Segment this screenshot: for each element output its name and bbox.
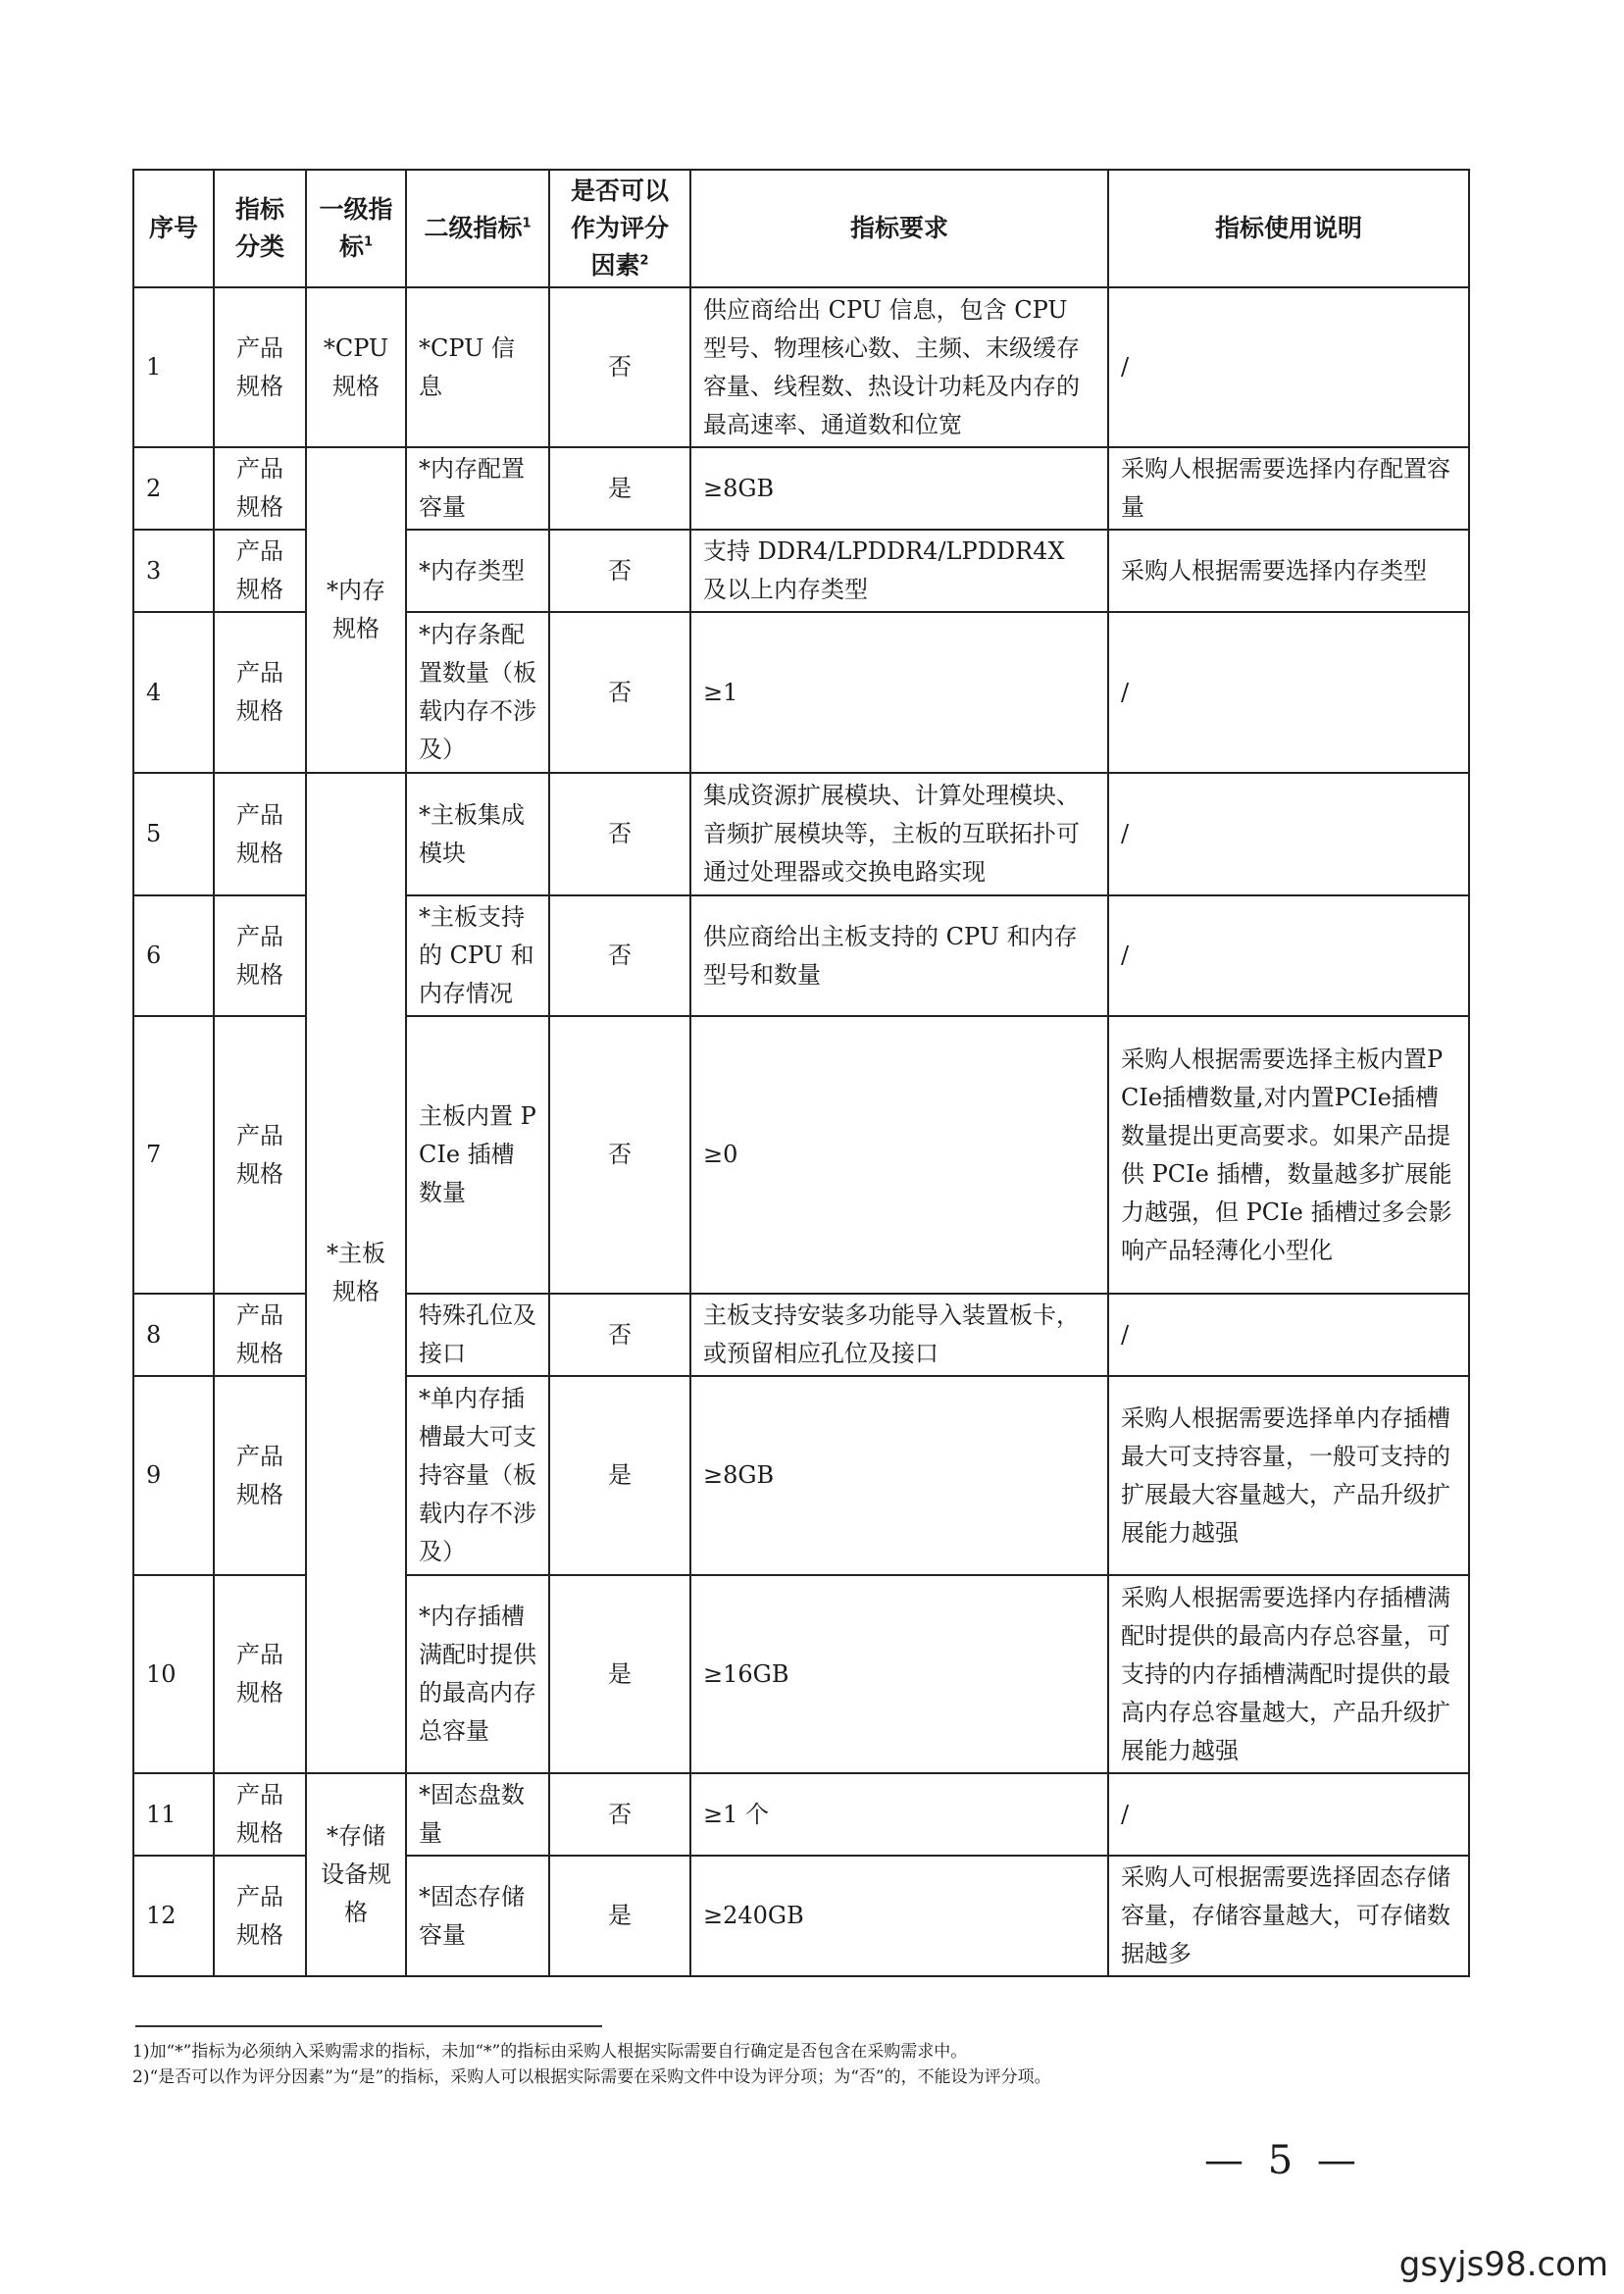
table-header-row	[133, 170, 1469, 287]
header-scoring: 是否可以作为评分因素$^2$	[549, 170, 690, 287]
row-scoring: 是	[549, 447, 690, 530]
row-usage-note: 采购人根据需要选择单内存插槽最大可支持容量，一般可支持的扩展最大容量越大，产品升级扩展能力越强	[1108, 1376, 1469, 1575]
footnote-1: 1)加“*”指标为必须纳入采购需求的指标，未加“*”的指标由采购人根据实际需要自行确定是否包含在采购需求中。	[132, 2042, 968, 2062]
row-scoring: 是	[549, 1575, 690, 1773]
row-no: 7	[133, 1016, 214, 1294]
row-indicator: *固态存储容量	[406, 1856, 549, 1976]
row-usage-note: /	[1108, 1294, 1469, 1376]
row-scoring: 否	[549, 530, 690, 612]
row-category: 产品规格	[214, 530, 306, 612]
header-no: 序号	[133, 170, 214, 287]
page-number: — 5 —	[1204, 2138, 1362, 2183]
spec-table	[132, 169, 1470, 1977]
row-category: 产品规格	[214, 287, 306, 447]
row-usage-note: 采购人根据需要选择内存配置容量	[1108, 447, 1469, 530]
table-row	[133, 1773, 1469, 1856]
row-scoring: 是	[549, 1856, 690, 1976]
row-scoring: 否	[549, 773, 690, 895]
row-scoring: 否	[549, 612, 690, 773]
group-mainboard: *主板规格	[306, 773, 406, 1773]
row-usage-note: /	[1108, 287, 1469, 447]
row-indicator: *固态盘数量	[406, 1773, 549, 1856]
row-scoring: 是	[549, 1376, 690, 1575]
row-category: 产品规格	[214, 1856, 306, 1976]
row-scoring: 否	[549, 287, 690, 447]
row-requirement: 主板支持安装多功能导入装置板卡，或预留相应孔位及接口	[690, 1294, 1108, 1376]
header-level1: 一级指标$^1$	[306, 170, 406, 287]
table-row	[133, 447, 1469, 530]
row-category: 产品规格	[214, 773, 306, 895]
row-category: 产品规格	[214, 1773, 306, 1856]
row-usage-note: 采购人根据需要选择主板内置PCIe插槽数量,对内置PCIe插槽数量提出更高要求。如果产品提供 PCIe 插槽，数量越多扩展能力越强，但 PCIe 插槽过多会影响产品轻薄化小型化	[1108, 1016, 1469, 1294]
header-category: 指标分类	[214, 170, 306, 287]
row-usage-note: 采购人根据需要选择内存插槽满配时提供的最高内存总容量，可支持的内存插槽满配时提供的最高内存总容量越大，产品升级扩展能力越强	[1108, 1575, 1469, 1773]
row-category: 产品规格	[214, 1575, 306, 1773]
row-requirement: 支持 DDR4/LPDDR4/LPDDR4X 及以上内存类型	[690, 530, 1108, 612]
row-requirement: ≥8GB	[690, 1376, 1108, 1575]
row-usage-note: /	[1108, 895, 1469, 1016]
row-no: 1	[133, 287, 214, 447]
header-level2: 二级指标$^1$	[406, 170, 549, 287]
row-no: 6	[133, 895, 214, 1016]
row-indicator: *CPU 信息	[406, 287, 549, 447]
row-indicator: 主板内置 PCIe 插槽数量	[406, 1016, 549, 1294]
row-requirement: ≥1	[690, 612, 1108, 773]
row-category: 产品规格	[214, 447, 306, 530]
footnote-2: 2)“是否可以作为评分因素”为“是”的指标，采购人可以根据实际需要在采购文件中设为评分项；为“否”的，不能设为评分项。	[132, 2067, 1051, 2087]
row-usage-note: /	[1108, 1773, 1469, 1856]
row-usage-note: 采购人根据需要选择内存类型	[1108, 530, 1469, 612]
row-indicator: *内存类型	[406, 530, 549, 612]
group-cpu: *CPU规格	[306, 287, 406, 447]
row-requirement: ≥240GB	[690, 1856, 1108, 1976]
row-no: 8	[133, 1294, 214, 1376]
table-row	[133, 287, 1469, 447]
row-usage-note: /	[1108, 612, 1469, 773]
row-indicator: *主板集成模块	[406, 773, 549, 895]
group-storage: *存储设备规格	[306, 1773, 406, 1976]
row-indicator: 特殊孔位及接口	[406, 1294, 549, 1376]
row-requirement: 集成资源扩展模块、计算处理模块、音频扩展模块等，主板的互联拓扑可通过处理器或交换电路实现	[690, 773, 1108, 895]
row-usage-note: 采购人可根据需要选择固态存储容量，存储容量越大，可存储数据越多	[1108, 1856, 1469, 1976]
row-indicator: *内存配置容量	[406, 447, 549, 530]
row-category: 产品规格	[214, 1016, 306, 1294]
row-category: 产品规格	[214, 895, 306, 1016]
site-watermark: gsyjs98.com	[1398, 2245, 1608, 2284]
row-no: 9	[133, 1376, 214, 1575]
row-no: 5	[133, 773, 214, 895]
row-scoring: 否	[549, 1294, 690, 1376]
row-indicator: *内存插槽满配时提供的最高内存总容量	[406, 1575, 549, 1773]
row-no: 4	[133, 612, 214, 773]
row-requirement: ≥0	[690, 1016, 1108, 1294]
row-requirement: 供应商给出 CPU 信息，包含 CPU 型号、物理核心数、主频、末级缓存容量、线程数、热设计功耗及内存的最高速率、通道数和位宽	[690, 287, 1108, 447]
row-category: 产品规格	[214, 1376, 306, 1575]
header-requirement: 指标要求	[690, 170, 1108, 287]
row-indicator: *主板支持的 CPU 和内存情况	[406, 895, 549, 1016]
row-usage-note: /	[1108, 773, 1469, 895]
row-no: 3	[133, 530, 214, 612]
row-indicator: *内存条配置数量（板载内存不涉及）	[406, 612, 549, 773]
row-indicator: *单内存插槽最大可支持容量（板载内存不涉及）	[406, 1376, 549, 1575]
row-requirement: ≥16GB	[690, 1575, 1108, 1773]
row-scoring: 否	[549, 895, 690, 1016]
row-no: 12	[133, 1856, 214, 1976]
footnote-divider	[135, 2025, 602, 2027]
row-no: 11	[133, 1773, 214, 1856]
table-row	[133, 773, 1469, 895]
row-no: 2	[133, 447, 214, 530]
row-no: 10	[133, 1575, 214, 1773]
header-usage-note: 指标使用说明	[1108, 170, 1469, 287]
row-scoring: 否	[549, 1016, 690, 1294]
group-memory: *内存规格	[306, 447, 406, 773]
row-category: 产品规格	[214, 612, 306, 773]
row-requirement: ≥1 个	[690, 1773, 1108, 1856]
row-category: 产品规格	[214, 1294, 306, 1376]
row-scoring: 否	[549, 1773, 690, 1856]
row-requirement: 供应商给出主板支持的 CPU 和内存型号和数量	[690, 895, 1108, 1016]
row-requirement: ≥8GB	[690, 447, 1108, 530]
